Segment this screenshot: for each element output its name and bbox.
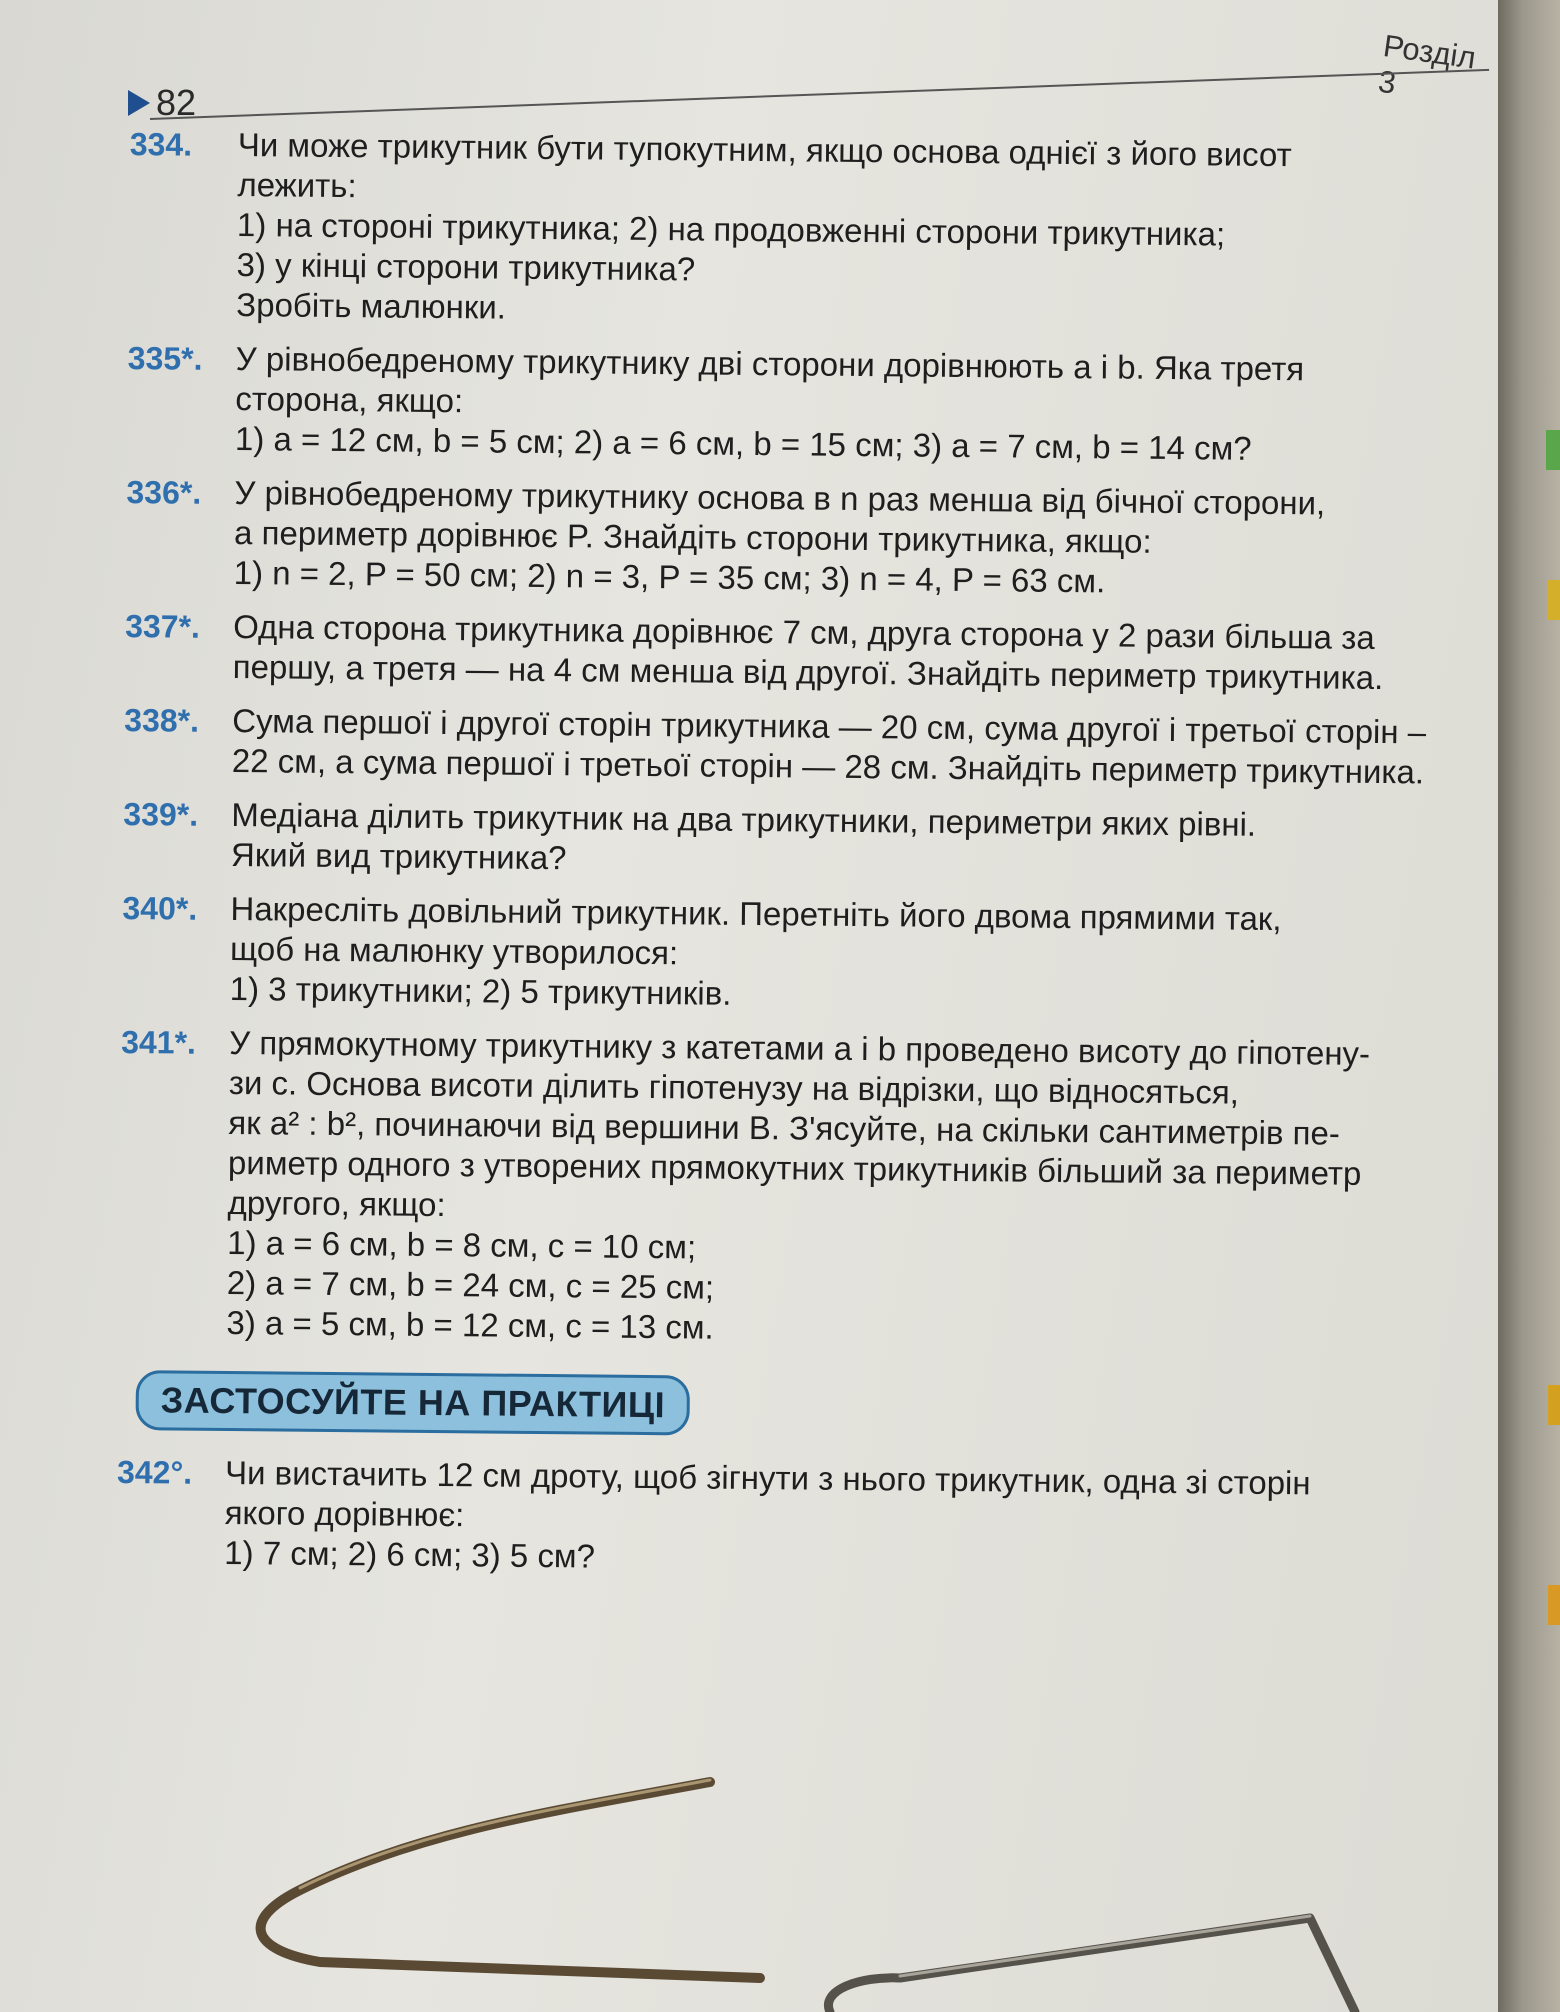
problem-341: [118, 1022, 1481, 1355]
page-marker-triangle-icon: [128, 90, 150, 116]
problem-number: 337*.: [125, 607, 201, 645]
bent-wire-illustration: [0, 1740, 1498, 2012]
bookmark-tab: [1548, 1585, 1560, 1625]
problem-option: 1) a = 6 см, b = 8 см, c = 10 см;: [227, 1223, 697, 1266]
book-spine: [1498, 0, 1560, 2012]
problem-text: Накресліть довільний трикутник. Перетніть його двома прямими так,: [230, 890, 1282, 938]
problem-number: 341*.: [121, 1023, 197, 1061]
wire-left: [261, 1782, 760, 1978]
problem-339: [123, 794, 1484, 887]
problem-option: 3) у кінці сторони трикутника?: [236, 246, 696, 288]
page-number: [128, 82, 196, 124]
section-label: Розділ 3: [1376, 28, 1478, 101]
problem-text: другого, якщо:: [227, 1183, 446, 1224]
problem-number: 340*.: [122, 889, 198, 927]
problem-text: лежить:: [237, 166, 357, 205]
problem-option: 1) n = 2, P = 50 см; 2) n = 3, P = 35 см; 3) n = 4, P = 63 см.: [233, 554, 1106, 600]
problem-text: У рівнобедреному трикутнику основа в n раз менша від бічної сторони,: [234, 474, 1326, 522]
problem-option: 1) на стороні трикутника; 2) на продовженні сторони трикутника;: [236, 206, 1226, 253]
problem-342: [116, 1452, 1477, 1585]
problems-list: [116, 124, 1490, 1599]
problem-text: як a² : b², починаючи від вершини B. З'ясуйте, на скільки сантиметрів пе-: [228, 1103, 1341, 1152]
problem-text: Який вид трикутника?: [230, 836, 567, 877]
problem-number: 338*.: [124, 701, 200, 739]
wire-right-highlight: [900, 1916, 1310, 1976]
problem-text: У рівнобедреному трикутнику дві сторони дорівнюють a і b. Яка третя: [235, 340, 1305, 388]
problem-text: Сума першої і другої сторін трикутника — 20 см, сума другої і третьої сторін –: [232, 702, 1427, 751]
practice-section-banner: ЗАСТОСУЙТЕ НА ПРАКТИЦІ: [135, 1370, 690, 1435]
problem-340: [122, 888, 1483, 1021]
problem-text: зи c. Основа висоти ділить гіпотенузу на відрізки, що відносяться,: [228, 1063, 1240, 1111]
problem-number: 335*.: [127, 339, 203, 377]
problem-number: 334.: [129, 125, 193, 163]
wire-right: [828, 1918, 1355, 2012]
problem-text: першу, а третя — на 4 см менша від другої. Знайдіть периметр трикутника.: [232, 648, 1384, 697]
problem-text: Зробіть малюнки.: [236, 286, 507, 326]
problem-336: [126, 472, 1487, 605]
problem-337: [125, 606, 1486, 699]
problem-option: 2) a = 7 см, b = 24 см, c = 25 см;: [226, 1263, 715, 1306]
problem-option: 1) 3 трикутники; 2) 5 трикутників.: [229, 969, 732, 1012]
problem-text: а периметр дорівнює P. Знайдіть сторони трикутника, якщо:: [233, 514, 1152, 560]
bookmark-tab: [1548, 580, 1560, 620]
problem-option: 1) a = 12 см, b = 5 см; 2) a = 6 см, b = 15 см; 3) a = 7 см, b = 14 см?: [234, 420, 1252, 467]
problem-text: Медіана ділить трикутник на два трикутники, периметри яких рівні.: [231, 796, 1257, 843]
problem-text: якого дорівнює:: [224, 1493, 465, 1534]
problem-option: 1) 7 см; 2) 6 см; 3) 5 см?: [224, 1533, 596, 1575]
problem-338: [124, 700, 1485, 793]
problem-334: [128, 124, 1490, 337]
problem-text: У прямокутному трикутнику з катетами a і b проведено висоту до гіпотену-: [229, 1023, 1371, 1072]
problem-option: 3) a = 5 см, b = 12 см, c = 13 см.: [226, 1303, 714, 1346]
problem-text: Одна сторона трикутника дорівнює 7 см, друга сторона у 2 рази більша за: [233, 608, 1375, 656]
problem-number: 342°.: [116, 1453, 193, 1491]
problem-text: сторона, якщо:: [235, 380, 464, 420]
problem-text: Чи вистачить 12 см дроту, щоб зігнути з нього трикутник, одна зі сторін: [224, 1453, 1311, 1502]
problem-text: щоб на малюнку утворилося:: [229, 929, 679, 972]
problem-335: [127, 338, 1488, 471]
problem-text: риметр одного з утворених прямокутних трикутників більший за периметр: [227, 1143, 1362, 1192]
problem-text: 22 см, а сума першої і третьої сторін — 28 см. Знайдіть периметр трикутника.: [231, 742, 1425, 791]
problem-text: Чи може трикутник бути тупокутним, якщо основа однієї з його висот: [237, 126, 1292, 174]
problem-number: 336*.: [126, 473, 202, 511]
bookmark-tab: [1548, 1385, 1560, 1425]
page-number-text: 82: [156, 82, 197, 123]
problem-number: 339*.: [123, 795, 199, 833]
header-rule: [150, 69, 1489, 120]
bookmark-tab: [1546, 430, 1560, 470]
